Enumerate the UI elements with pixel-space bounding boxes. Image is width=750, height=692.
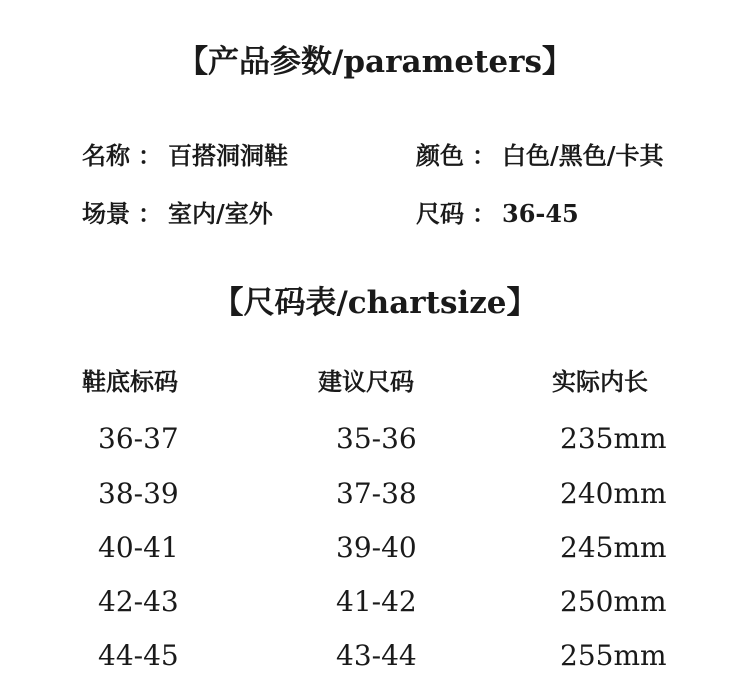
param-scene-value: 室内/室外 xyxy=(168,199,273,228)
table-cell-recommended-size: 41-42 xyxy=(336,585,417,618)
param-separator: ： xyxy=(138,199,162,228)
table-cell-inner-length: 250mm xyxy=(560,585,667,618)
param-color-label: 颜色 xyxy=(416,141,464,170)
param-name xyxy=(82,140,288,172)
header-recommended-size: 建议尺码 xyxy=(318,367,414,396)
param-size xyxy=(416,198,579,230)
param-size-label: 尺码 xyxy=(416,199,464,228)
table-cell-inner-length: 235mm xyxy=(560,422,667,455)
table-cell-sole-size: 36-37 xyxy=(98,422,179,455)
param-color-value: 白色/黑色/卡其 xyxy=(502,141,664,170)
param-scene xyxy=(82,198,273,230)
table-cell-recommended-size: 43-44 xyxy=(336,639,417,672)
parameters-title: 【产品参数/parameters】 xyxy=(177,44,573,80)
table-cell-recommended-size: 39-40 xyxy=(336,531,417,564)
table-cell-sole-size: 44-45 xyxy=(98,639,179,672)
table-cell-sole-size: 40-41 xyxy=(98,531,179,564)
param-separator: ： xyxy=(472,141,496,170)
param-name-value: 百搭洞洞鞋 xyxy=(168,141,288,170)
param-separator: ： xyxy=(138,141,162,170)
param-scene-label: 场景 xyxy=(82,199,130,228)
size-chart-title: 【尺码表/chartsize】 xyxy=(212,285,538,321)
table-cell-sole-size: 42-43 xyxy=(98,585,179,618)
header-inner-length: 实际内长 xyxy=(552,367,648,396)
table-cell-recommended-size: 35-36 xyxy=(336,422,417,455)
header-sole-size: 鞋底标码 xyxy=(82,367,178,396)
param-size-value: 36-45 xyxy=(502,199,579,228)
table-cell-inner-length: 245mm xyxy=(560,531,667,564)
param-separator: ： xyxy=(472,199,496,228)
table-cell-recommended-size: 37-38 xyxy=(336,477,417,510)
table-cell-sole-size: 38-39 xyxy=(98,477,179,510)
table-cell-inner-length: 255mm xyxy=(560,639,667,672)
param-color xyxy=(416,140,664,172)
param-name-label: 名称 xyxy=(82,141,130,170)
table-cell-inner-length: 240mm xyxy=(560,477,667,510)
